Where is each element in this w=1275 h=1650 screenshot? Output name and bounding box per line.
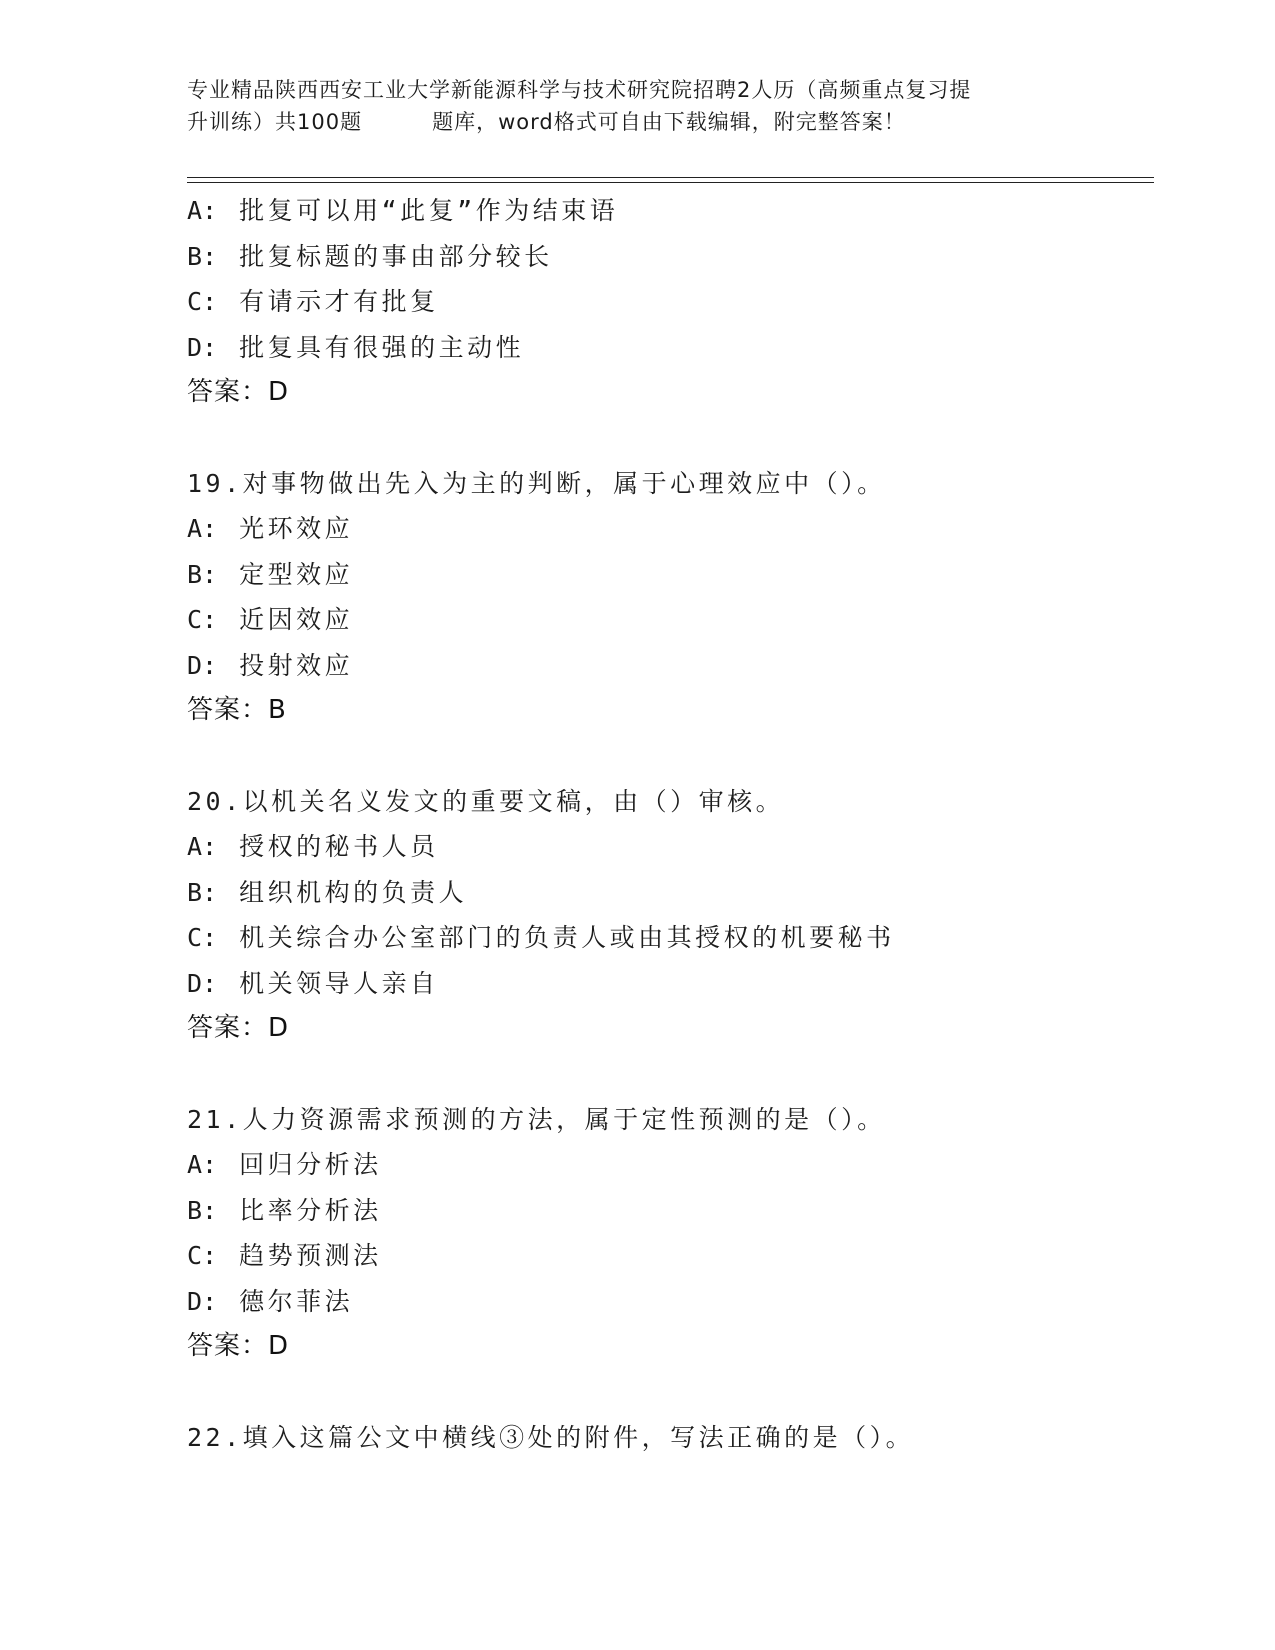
question-block-19 [187,461,1147,734]
option-label: C: [187,923,218,952]
header-divider-top [187,177,1154,178]
answer-line: 答案：D [187,1013,290,1043]
header-line-2 [187,106,1087,138]
option-c [187,915,1147,961]
option-c [187,279,1147,325]
option-c [187,597,1147,643]
answer-line: 答案：B [187,695,287,725]
option-b [187,552,1147,598]
option-label: A: [187,196,218,225]
option-a [187,1142,1147,1188]
option-a [187,188,1147,234]
header-line-1: 专业精品陕西西安工业大学新能源科学与技术研究院招聘2人历（高频重点复习提 [187,78,972,102]
question-text: 21.人力资源需求预测的方法，属于定性预测的是（）。 [187,1104,886,1134]
option-label: D: [187,1286,218,1316]
option-text: 回归分析法 [239,1150,382,1179]
option-text: 投射效应 [239,650,354,680]
document-header [187,74,1087,138]
question-text: 22.填入这篇公文中横线③处的附件，写法正确的是（）。 [187,1422,915,1452]
option-d [187,961,1147,1007]
option-text: 趋势预测法 [239,1241,382,1270]
option-label: B: [187,877,218,907]
question-block-21 [187,1097,1147,1370]
question-text: 20.以机关名义发文的重要文稿，由（）审核。 [187,786,785,816]
header-line-2-part-1: 升训练）共100题 [187,110,363,134]
option-d [187,1279,1147,1325]
option-text: 授权的秘书人员 [239,832,439,861]
option-text: 定型效应 [239,559,354,589]
option-a [187,506,1147,552]
question-block-22 [187,1415,1147,1461]
option-label: A: [187,514,218,543]
question-text: 19.对事物做出先入为主的判断，属于心理效应中（）。 [187,468,886,498]
option-text: 批复标题的事由部分较长 [239,241,553,271]
question-list [187,188,1147,1460]
option-b [187,234,1147,280]
option-label: D: [187,968,218,998]
option-d [187,643,1147,689]
question-block-20 [187,779,1147,1052]
option-label: C: [187,1241,218,1270]
option-text: 德尔菲法 [239,1286,354,1316]
answer-line: 答案：D [187,1331,290,1361]
option-a [187,824,1147,870]
option-label: B: [187,1195,218,1225]
option-b [187,870,1147,916]
option-text: 机关综合办公室部门的负责人或由其授权的机要秘书 [239,923,895,952]
option-label: D: [187,650,218,680]
option-text: 比率分析法 [239,1195,382,1225]
option-text: 光环效应 [239,514,354,543]
option-d [187,325,1147,371]
option-label: C: [187,287,218,316]
option-text: 近因效应 [239,605,354,634]
option-text: 机关领导人亲自 [239,968,439,998]
option-text: 批复可以用“此复”作为结束语 [239,196,619,225]
answer-line: 答案：D [187,377,290,407]
option-label: A: [187,1150,218,1179]
option-text: 有请示才有批复 [239,287,439,316]
header-line-2-part-2: 题库，word格式可自由下载编辑，附完整答案！ [432,110,906,134]
option-label: D: [187,332,218,362]
question-block-18 [187,188,1147,416]
option-text: 批复具有很强的主动性 [239,332,525,362]
header-divider-bottom [187,182,1154,183]
option-b [187,1188,1147,1234]
option-label: B: [187,559,218,589]
option-label: A: [187,832,218,861]
option-c [187,1233,1147,1279]
option-label: B: [187,241,218,271]
option-label: C: [187,605,218,634]
option-text: 组织机构的负责人 [239,877,468,907]
